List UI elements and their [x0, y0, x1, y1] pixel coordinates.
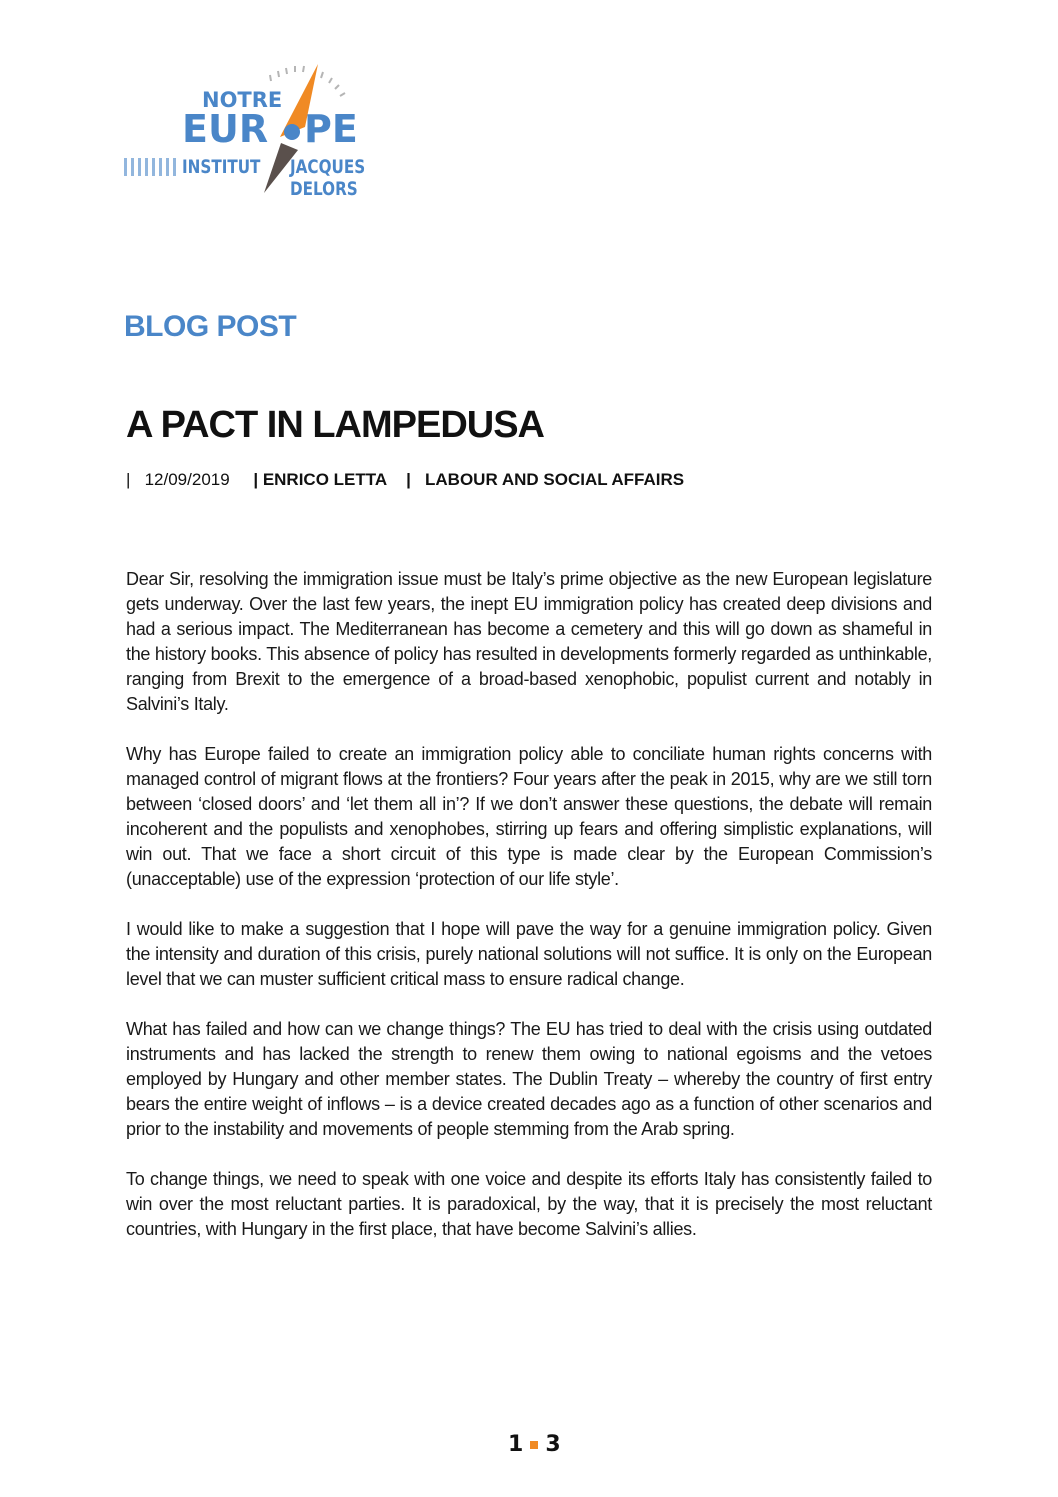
paragraph: Why has Europe failed to create an immigration policy able to conciliate human rights concerns with managed control of migrant flows at the frontiers? Four years after the peak in 2015, why are we still torn between ‘closed doors’ and ‘let them all in’? If we don’t answer these questions, the debate will remain incoherent and the populists and xenophobes, stirring up fears and offering simplistic explanations, will win out. That we face a short circuit of this type is made clear by the European Commission’s (unacceptable) use of the expression ‘protection of our life style’.	[126, 744, 932, 889]
logo-text: NOTRE	[202, 88, 283, 112]
logo-text: EUR	[182, 107, 269, 151]
square-separator-icon	[530, 1441, 538, 1449]
current-page: 1	[508, 1432, 524, 1457]
separator: |	[406, 470, 411, 489]
separator: |	[126, 470, 131, 489]
paragraph: Dear Sir, resolving the immigration issue must be Italy’s prime objective as the new European legislature gets underway. Over the last few years, the inept EU immigration policy has created deep divisions and had a serious impact. The Mediterranean has become a cemetery and this will go down as shameful in the history books. This absence of policy has resulted in developments formerly regarded as unthinkable, ranging from Brexit to the emergence of a broad-based xenophobic, populist current and notably in Salvini’s Italy.	[126, 569, 932, 714]
page-number	[508, 1432, 561, 1457]
date: 12/09/2019	[144, 470, 230, 489]
total-pages: 3	[545, 1432, 561, 1457]
paragraph: What has failed and how can we change things? The EU has tried to deal with the crisis using outdated instruments and has lacked the strength to renew them owing to national egoisms and the vetoes employed by Hungary and other member states. The Dublin Treaty – whereby the country of first entry bears the entire weight of inflows – is a device created decades ago as a function of other scenarios and prior to the instability and movements of people stemming from the Arab spring.	[126, 1019, 932, 1139]
paragraph: To change things, we need to speak with one voice and despite its efforts Italy has consistently failed to win over the most reluctant parties. It is paradoxical, by the way, that it is precisely the most reluctant countries, with Hungary in the first place, that have become Salvini’s allies.	[126, 1169, 932, 1239]
article-body	[126, 567, 932, 1267]
doc-type-label: BLOG POST	[124, 310, 297, 343]
page-title: A PACT IN LAMPEDUSA	[126, 404, 544, 446]
logo-text: JACQUES DELORS	[290, 156, 366, 200]
separator: |	[253, 470, 259, 489]
meta-line	[126, 470, 684, 490]
paragraph: I would like to make a suggestion that I hope will pave the way for a genuine immigration policy. Given the intensity and duration of this crisis, purely national solutions will not suffice. It is only on the European level that we can muster sufficient critical mass to ensure radical change.	[126, 919, 932, 989]
logo-text: INSTITUT	[182, 156, 261, 178]
topic: LABOUR AND SOCIAL AFFAIRS	[425, 470, 685, 489]
notre-europe-logo	[118, 60, 448, 205]
logo-text: PE	[304, 107, 358, 151]
author: ENRICO LETTA	[262, 470, 388, 489]
